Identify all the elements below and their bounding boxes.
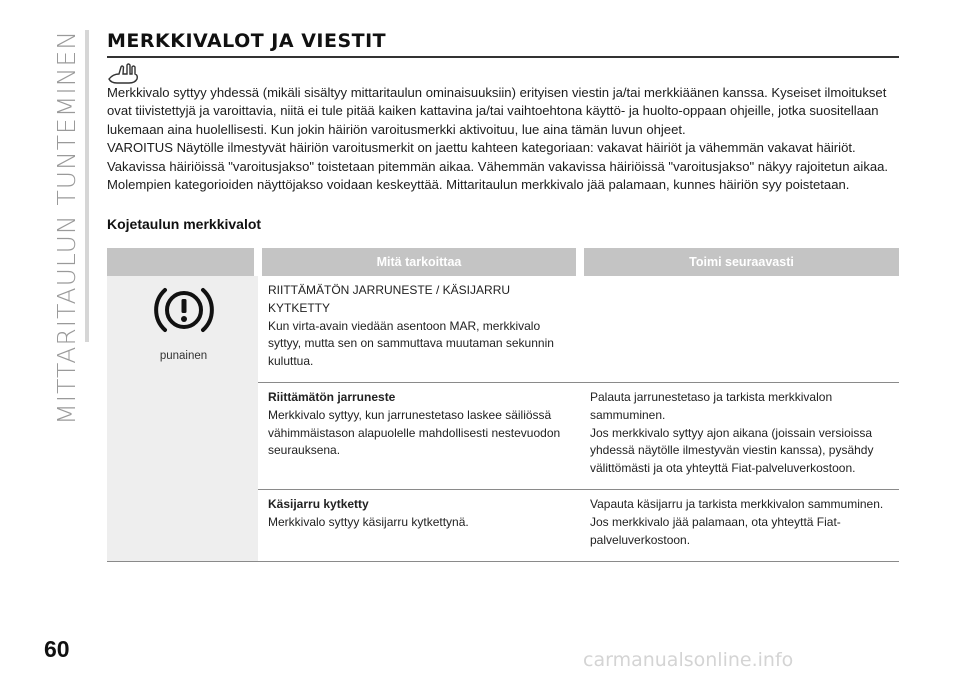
- meaning-title: Riittämätön jarruneste: [268, 390, 396, 405]
- lamp: [153, 282, 215, 365]
- action-text: Jos merkkivalo syttyy ajon aikana (joissain versioissa yhdessä näytölle ilmestyvän viestin kanssa), pysähdy välittömästi ja ota yhteyttä Fiat-palveluverkostoon.: [590, 425, 874, 475]
- action-text: Jos merkkivalo jää palamaan, ota yhteyttä Fiat-palveluverkostoon.: [590, 514, 841, 547]
- action-cell: [580, 490, 899, 562]
- meaning-title-line: KYTKETTY: [268, 301, 331, 316]
- meaning-text: Merkkivalo syttyy, kun jarrunestetaso laskee säiliössä vähimmäistason alapuolelle mahdollisesti nestevuodon seurauksena.: [268, 408, 561, 458]
- intro-text: [107, 84, 899, 194]
- header-meaning: Mitä tarkoittaa: [258, 248, 580, 276]
- pointing-hand-icon: [107, 62, 141, 84]
- lamp-color-label: punainen: [159, 350, 208, 363]
- action-cell: [580, 383, 899, 490]
- chapter-rule: [85, 30, 89, 342]
- action-text: Vapauta käsijarru ja tarkista merkkivalon sammuminen.: [590, 497, 884, 512]
- warning-paragraph: VAROITUS Näytölle ilmestyvät häiriön varoitusmerkit on jaettu kahteen kategoriaan: vakavat häiriöt ja vähemmän vakavat häiriöt. Vakavissa häiriöissä "varoitusjakso" toistetaan pitemmän aikaa. Vähemmän vakavissa häiriöissä "varoitusjakso" näkyy rajoitetun aikaa. Molempien kategorioiden näyttöjakso voidaan keskeyttää. Mittaritaulun merkkivalo jää palamaan, kunnes häiriön syy poistetaan.: [107, 140, 889, 193]
- watermark: carmanualsonline.info: [583, 649, 794, 671]
- warning-lights-table: [107, 248, 899, 562]
- intro-paragraph: Merkkivalo syttyy yhdessä (mikäli sisältyy mittaritaulun ominaisuuksiin) erityisen viestin ja/tai merkkiäänen kanssa. Kyseiset ilmoitukset ovat tiivistettyjä ja varoittavia, niitä ei tule pitää kaiken kattavina ja/tai vaihtoehtona käyttö- ja huolto-oppaan ohjeille, jotka suositellaan lukemaan aina huolellisesti. Kun jokin häiriön varoitusmerkki aktivoituu, lue aina tämän luvun ohjeet.: [107, 85, 887, 137]
- brake-warning-icon: [153, 282, 215, 338]
- header-action: Toimi seuraavasti: [580, 248, 899, 276]
- meaning-title-line: RIITTÄMÄTÖN JARRUNESTE / KÄSIJARRU: [268, 283, 511, 298]
- header-icon: [107, 248, 258, 276]
- table-header-row: [107, 248, 899, 276]
- meaning-text: Merkkivalo syttyy käsijarru kytkettynä.: [268, 514, 469, 529]
- action-text: Palauta jarrunestetaso ja tarkista merkkivalon sammuminen.: [590, 390, 833, 422]
- page-number: 60: [44, 636, 70, 662]
- meaning-cell: [258, 276, 580, 382]
- meaning-cell: [258, 383, 580, 490]
- page-heading: MERKKIVALOT JA VIESTIT: [107, 30, 899, 58]
- icon-row: [107, 62, 899, 84]
- section-title: Kojetaulun merkkivalot: [107, 216, 262, 233]
- meaning-cell: [258, 490, 580, 562]
- action-cell: [580, 276, 899, 382]
- icon-cell: [107, 276, 258, 561]
- meaning-title: Käsijarru kytketty: [268, 497, 369, 512]
- meaning-text: Kun virta-avain viedään asentoon MAR, merkkivalo syttyy, mutta sen on sammuttava muutaman sekunnin kuluttua.: [268, 318, 554, 368]
- chapter-title: MITTARITAULUN TUNTEMINEN: [52, 30, 81, 425]
- table-row: [107, 276, 899, 382]
- page-content: [107, 30, 899, 562]
